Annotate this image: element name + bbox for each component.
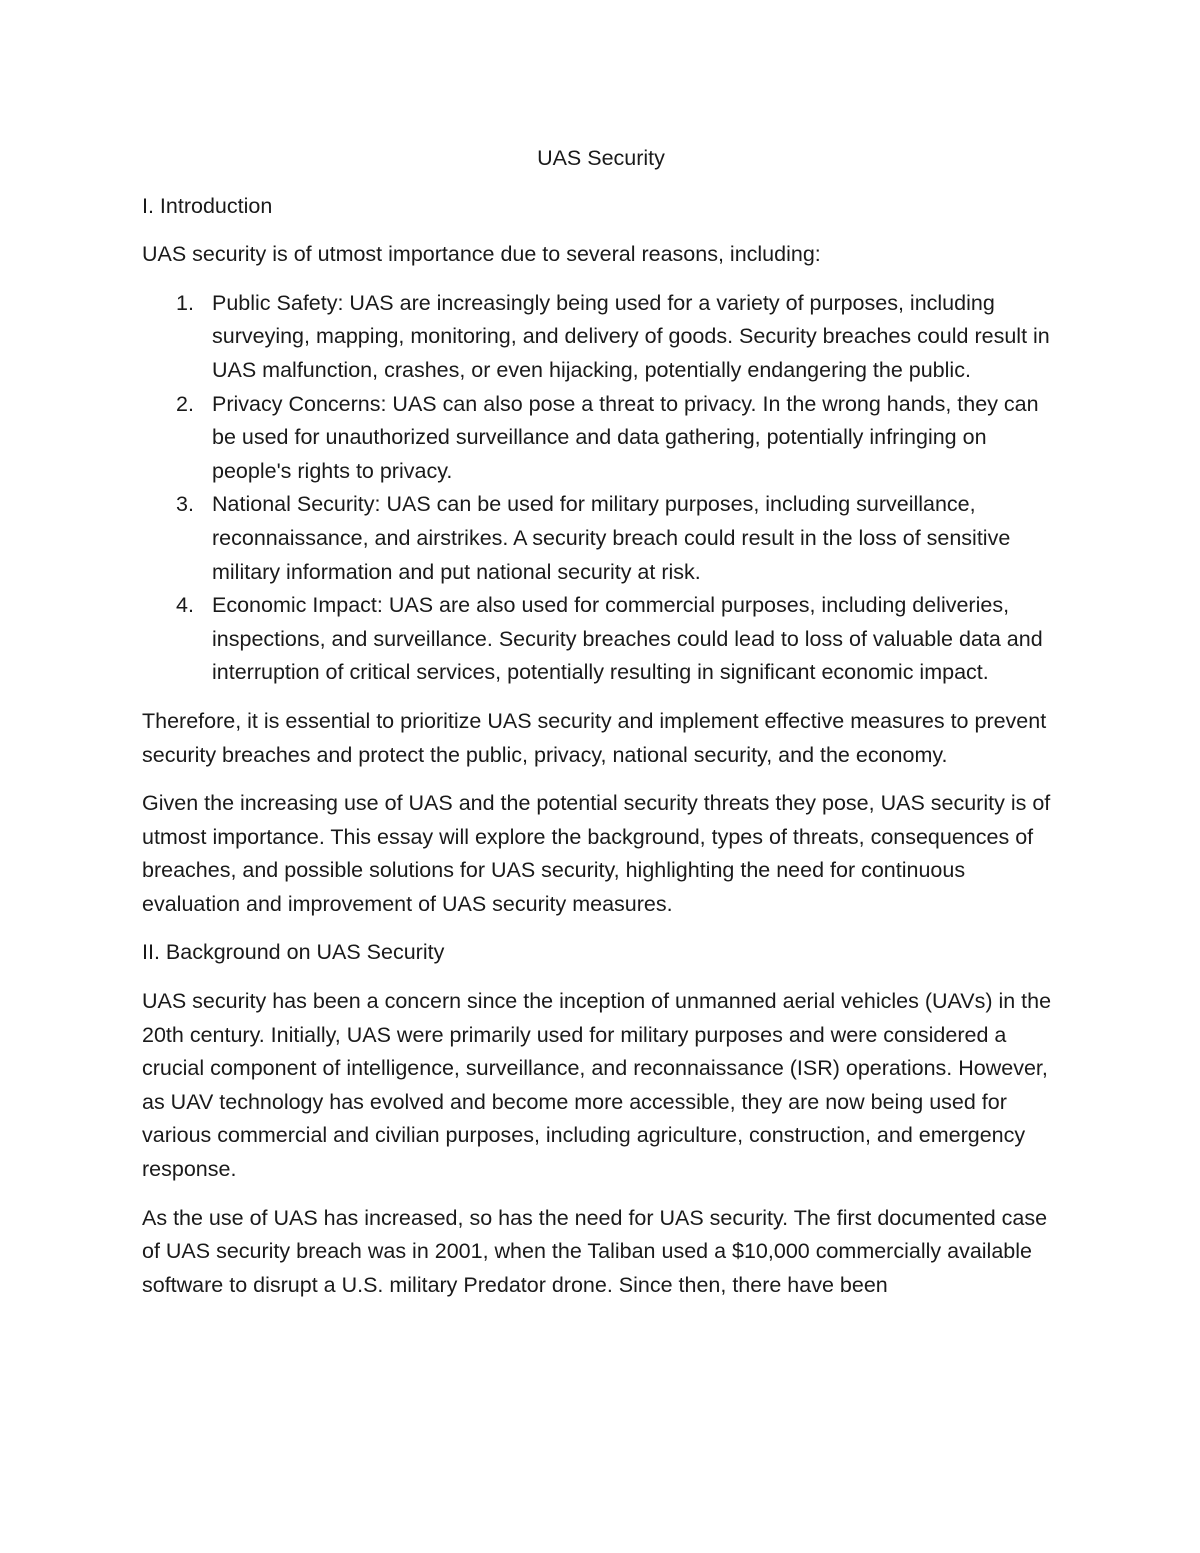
document-body	[142, 142, 1060, 1317]
essay-overview-paragraph: Given the increasing use of UAS and the potential security threats they pose, UAS security is of utmost importance. This essay will explore the background, types of threats, consequences of breaches, and possible solutions for UAS security, highlighting the need for continuous evaluation and improvement of UAS security measures.	[142, 791, 1051, 916]
section-heading-introduction: I. Introduction	[142, 193, 273, 218]
history-paragraph: As the use of UAS has increased, so has the need for UAS security. The first documented case of UAS security breach was in 2001, when the Taliban used a $10,000 commercially available software to disrupt a U.S. military Predator drone. Since then, there have been	[142, 1205, 1048, 1297]
list-number: 4.	[176, 593, 194, 618]
list-item-text: National Security: UAS can be used for military purposes, including surveillance, reconnaissance, and airstrikes. A security breach could result in the loss of sensitive military information and put national security at risk.	[212, 492, 1011, 584]
background-paragraph: UAS security has been a concern since the inception of unmanned aerial vehicles (UAVs) in the 20th century. Initially, UAS were primarily used for military purposes and were considered a crucial component of intelligence, surveillance, and reconnaissance (ISR) operations. However, as UAV technology has evolved and become more accessible, they are now being used for various commercial and civilian purposes, including agriculture, construction, and emergency response.	[142, 989, 1052, 1182]
reasons-list	[142, 287, 1060, 690]
list-item-text: Privacy Concerns: UAS can also pose a threat to privacy. In the wrong hands, they can be used for unauthorized surveillance and data gathering, potentially infringing on people's rights to privacy.	[212, 391, 1039, 483]
list-item	[142, 589, 1060, 690]
list-number: 3.	[176, 492, 194, 517]
list-item-text: Public Safety: UAS are increasingly being used for a variety of purposes, including surveying, mapping, monitoring, and delivery of goods. Security breaches could result in UAS malfunction, crashes, or even hijacking, potentially endangering the public.	[212, 290, 1050, 382]
list-item-text: Economic Impact: UAS are also used for commercial purposes, including deliveries, inspections, and surveillance. Security breaches could lead to loss of valuable data and interruption of critical services, potentially resulting in significant economic impact.	[212, 593, 1043, 685]
conclusion-paragraph: Therefore, it is essential to prioritize UAS security and implement effective measures to prevent security breaches and protect the public, privacy, national security, and the economy.	[142, 708, 1047, 767]
list-item	[142, 388, 1060, 489]
list-number: 2.	[176, 391, 194, 416]
document-title: UAS Security	[537, 146, 665, 170]
list-number: 1.	[176, 290, 194, 315]
intro-paragraph: UAS security is of utmost importance due to several reasons, including:	[142, 242, 821, 267]
list-item	[142, 287, 1060, 388]
list-item	[142, 488, 1060, 589]
section-heading-background: II. Background on UAS Security	[142, 940, 445, 965]
